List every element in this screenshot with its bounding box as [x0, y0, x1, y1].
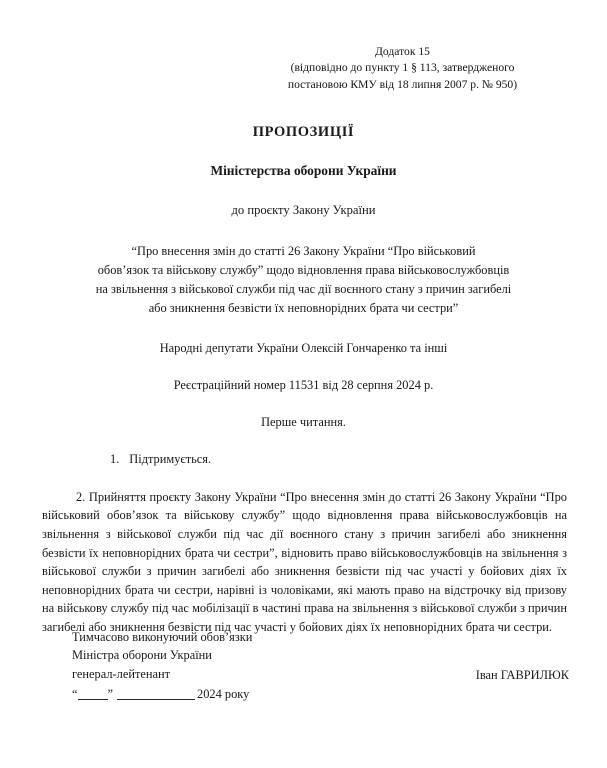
appendix-reference-block	[236, 44, 569, 93]
signatory-position-line-2: Міністра оборони України	[72, 648, 212, 663]
bill-title-line-1: “Про внесення змін до статті 26 Закону України “Про військовий	[131, 244, 476, 259]
signatory-position-line-1: Тимчасово виконуючий обовʼязки	[72, 630, 253, 644]
bill-authors: Народні депутати України Олексій Гончаренко та інші	[159, 340, 448, 355]
bill-title-line-4: або зникнення безвісти їх неповнорідних брата чи сестри”	[148, 300, 459, 315]
appendix-line-3: постановою КМУ від 18 липня 2007 р. № 950)	[287, 77, 518, 91]
signatory-position-line-3: генерал-лейтенант	[72, 666, 171, 681]
bill-title-line-3: на звільнення з військової служби під час дії воєнного стану з причин загибелі	[95, 282, 512, 297]
document-subtitle: Міністерства оборони України	[210, 163, 397, 179]
date-quote-close: ”	[107, 687, 113, 702]
point-two-number: 2.	[76, 489, 86, 504]
signatory-name: Іван ГАВРИЛЮК	[475, 668, 569, 682]
date-month-blank	[117, 699, 195, 700]
appendix-line-1: Додаток 15	[375, 45, 430, 58]
date-quote-open: “	[72, 687, 78, 702]
point-one	[38, 452, 569, 467]
point-one-text: Підтримується.	[129, 451, 212, 466]
date-year: 2024 року	[197, 687, 250, 702]
date-day-blank	[78, 699, 108, 700]
page-title: ПРОПОЗИЦІЇ	[252, 124, 355, 141]
document-target-line: до проєкту Закону України	[231, 203, 376, 218]
signature-rows	[72, 628, 569, 683]
signature-block	[72, 628, 569, 703]
registration-number: Реєстраційний номер 11531 від 28 серпня 2024 р.	[173, 377, 434, 392]
appendix-line-2: (відповідно до пункту 1 § 113, затвердженого	[290, 61, 515, 75]
bill-title	[38, 242, 569, 317]
reading-stage: Перше читання.	[261, 414, 346, 429]
signature-date-line	[72, 685, 569, 703]
point-one-number: 1.	[110, 451, 120, 466]
point-two	[38, 488, 569, 637]
point-two-text: Прийняття проєкту Закону України “Про внесення змін до статті 26 Закону України “Про військовий обов’язок та військову службу” щодо відновлення права військовослужбовців на звільнення з військової служби під час дії воєнного стану з причин загибелі або зникнення безвісти їх неповнорідних брата чи сестри”, відновить право військовослужбовців на звільнення з військової служби з причин загибелі або зникнення безвісти під час участі у бойових діях їх неповнорідних брата чи сестри, нарівні із чоловіками, які мають право на відстрочку від призову на військову службу під час мобілізації в частині права на звільнення з військової служби з причин загибелі або зникнення безвісти під час участі у бойових діях їх неповнорідних брата чи сестри.	[42, 489, 567, 634]
bill-title-line-2: обов’язок та військову службу” щодо відновлення права військовослужбовців	[97, 263, 510, 278]
